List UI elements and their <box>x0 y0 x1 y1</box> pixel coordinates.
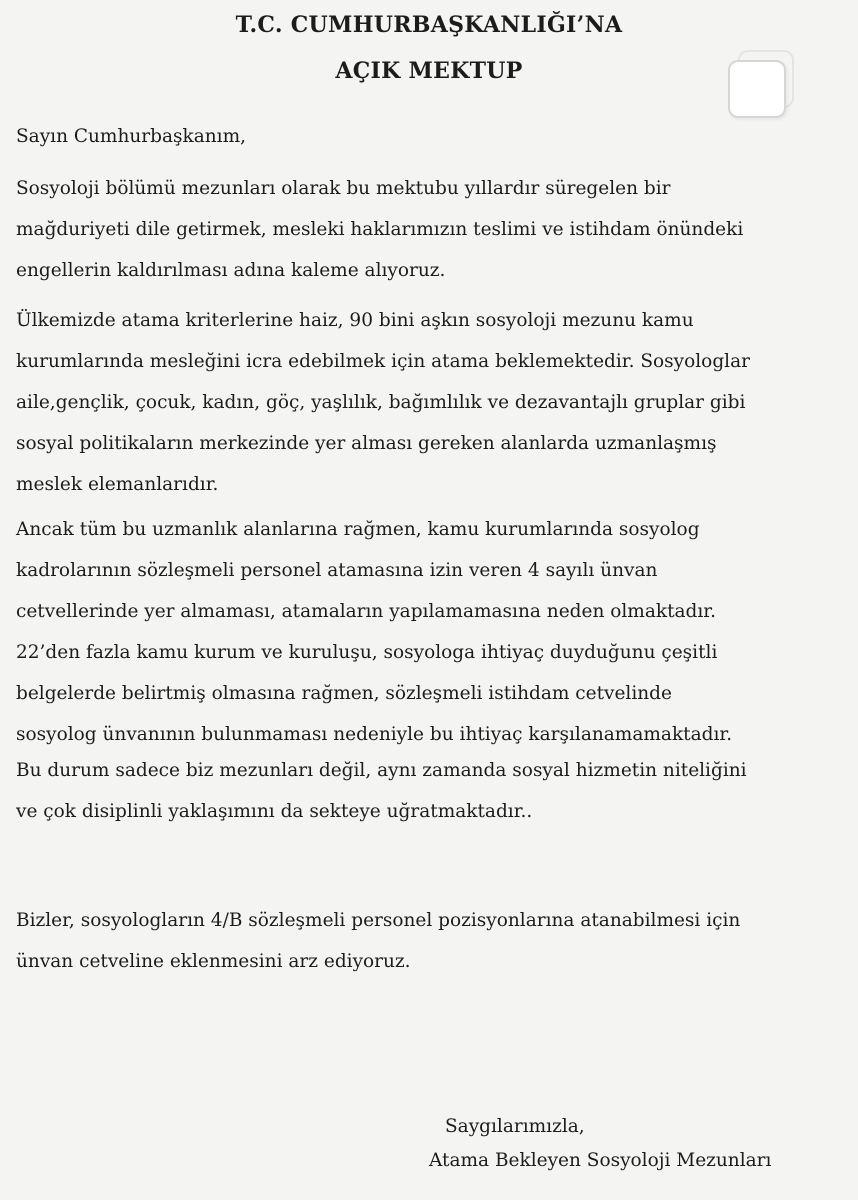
copy-icon <box>724 44 802 120</box>
text-line: belgelerde belirtmiş olmasına rağmen, sözleşmeli istihdam cetvelinde <box>16 683 672 704</box>
letter-signature: Atama Bekleyen Sosyoloji Mezunları <box>429 1150 772 1171</box>
text-line: sosyolog ünvanının bulunmaması nedeniyle bu ihtiyaç karşılanamamaktadır. <box>16 724 733 745</box>
text-line: Ancak tüm bu uzmanlık alanlarına rağmen, kamu kurumlarında sosyolog <box>16 519 700 540</box>
text-line: kadrolarının sözleşmeli personel atamasına izin veren 4 sayılı ünvan <box>16 560 658 581</box>
letter-closing: Saygılarımızla, <box>445 1116 585 1137</box>
text-line: ünvan cetveline eklenmesini arz ediyoruz. <box>16 951 411 972</box>
text-line: Bu durum sadece biz mezunları değil, aynı zamanda sosyal hizmetin niteliğini <box>16 760 747 781</box>
letter-paragraph-1 <box>16 168 846 291</box>
text-line: Sosyoloji bölümü mezunları olarak bu mektubu yıllardır süregelen bir <box>16 178 671 199</box>
letter-paragraph-4 <box>16 750 846 832</box>
letter-title: T.C. CUMHURBAŞKANLIĞI’NA <box>235 12 623 38</box>
letter-paragraph-5 <box>16 900 846 982</box>
text-line: Bizler, sosyologların 4/B sözleşmeli personel pozisyonlarına atanabilmesi için <box>16 910 741 931</box>
text-line: cetvellerinde yer almaması, atamaların yapılamamasına neden olmaktadır. <box>16 601 716 622</box>
text-line: kurumlarında mesleğini icra edebilmek için atama beklemektedir. Sosyologlar <box>16 351 750 372</box>
text-line: sosyal politikaların merkezinde yer alması gereken alanlarda uzmanlaşmış <box>16 433 717 454</box>
text-line: aile,gençlik, çocuk, kadın, göç, yaşlılık, bağımlılık ve dezavantajlı gruplar gibi <box>16 392 746 413</box>
text-line: mağduriyeti dile getirmek, mesleki haklarımızın teslimi ve istihdam önündeki <box>16 219 744 240</box>
letter-subtitle: AÇIK MEKTUP <box>335 58 523 84</box>
letter-paragraph-3 <box>16 509 846 755</box>
letter-paragraph-2 <box>16 300 846 505</box>
letter-greeting: Sayın Cumhurbaşkanım, <box>16 126 247 147</box>
text-line: meslek elemanlarıdır. <box>16 474 219 495</box>
text-line: 22’den fazla kamu kurum ve kuruluşu, sosyologa ihtiyaç duyduğunu çeşitli <box>16 642 718 663</box>
text-line: engellerin kaldırılması adına kaleme alıyoruz. <box>16 260 446 281</box>
text-line: Ülkemizde atama kriterlerine haiz, 90 bini aşkın sosyoloji mezunu kamu <box>16 310 694 331</box>
text-line: ve çok disiplinli yaklaşımını da sekteye uğratmaktadır.. <box>16 801 533 822</box>
